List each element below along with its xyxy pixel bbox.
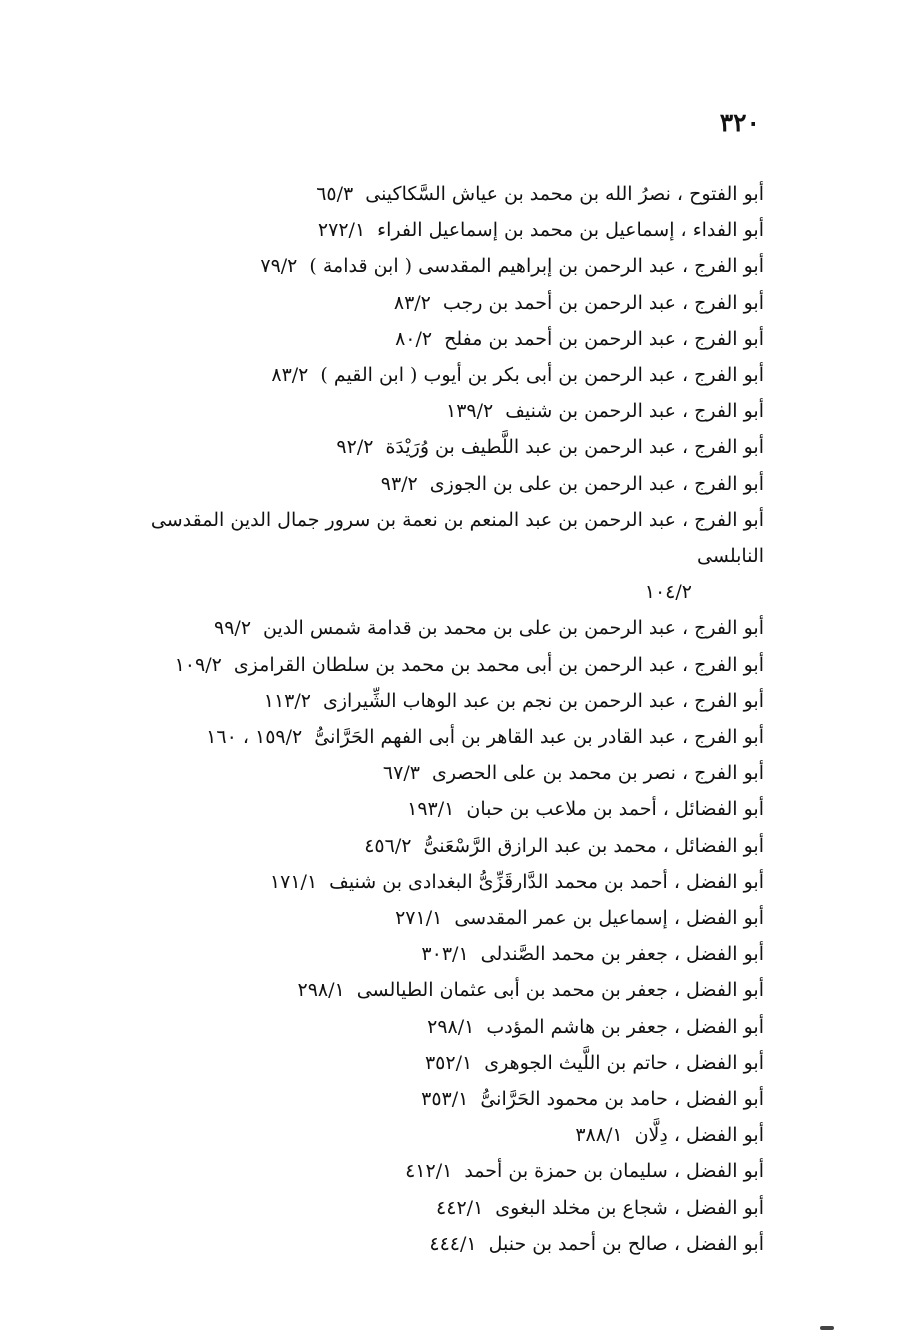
index-entry	[84, 1190, 764, 1226]
index-entry	[84, 176, 764, 212]
entry-reference: ٢٧٢/١	[317, 219, 366, 242]
index-entry	[84, 828, 764, 864]
index-entry	[84, 466, 764, 502]
entry-reference: ١٩٣/١	[407, 798, 455, 821]
index-entry	[84, 791, 764, 827]
entry-name: أبو الفضائل ، محمد بن عبد الرازق الرَّسْعَنىُّ	[423, 834, 764, 857]
entry-reference: ٨٠/٢	[395, 327, 433, 350]
index-entry	[84, 755, 764, 791]
index-entry	[84, 321, 764, 357]
entry-reference: ٤٤٤/١	[429, 1232, 477, 1255]
index-entry	[84, 248, 764, 284]
entry-name: أبو الفرج ، عبد الرحمن بن أحمد بن مفلح	[444, 327, 764, 350]
index-entry	[84, 1117, 764, 1153]
entry-reference: ١٠٤/٢	[644, 581, 692, 604]
index-entry	[84, 1045, 764, 1081]
index-entry	[84, 864, 764, 900]
entry-name: أبو الفرج ، نصر بن محمد بن على الحصرى	[431, 762, 764, 785]
entry-name: أبو الفرج ، عبد الرحمن بن عبد اللَّطيف بن وُرَيْدَة	[385, 436, 764, 459]
entry-name: أبو الفضل ، جعفر بن محمد الصَّندلى	[480, 943, 764, 966]
entry-name: أبو الفرج ، عبد الرحمن بن على بن محمد بن قدامة شمس الدين	[263, 617, 764, 640]
index-entry	[84, 900, 764, 936]
entry-reference: ١٠٩/٢	[174, 653, 222, 676]
index-entry	[84, 936, 764, 972]
entry-reference: ١٧١/١	[269, 870, 318, 893]
index-entry	[84, 1226, 764, 1262]
entry-reference: ٦٧/٣	[382, 762, 420, 785]
entry-reference: ٩٩/٢	[214, 617, 252, 640]
index-entry	[84, 1009, 764, 1045]
entry-reference: ٣٨٨/١	[575, 1124, 623, 1147]
index-entry	[84, 719, 764, 755]
entry-reference: ١٥٩/٢ ، ١٦٠	[206, 726, 303, 749]
entry-name: أبو الفضل ، جعفر بن هاشم المؤدب	[486, 1015, 764, 1038]
page-number: ٣٢٠	[719, 108, 760, 137]
entry-reference: ٤٤٢/١	[436, 1196, 484, 1219]
entry-name: أبو الفرج ، عبد الرحمن بن على بن الجوزى	[429, 472, 764, 495]
entry-name: أبو الفضل ، حامد بن محمود الحَرَّانىُّ	[480, 1088, 764, 1111]
entry-reference: ٣٥٣/١	[421, 1088, 469, 1111]
entry-reference: ٦٥/٣	[316, 183, 354, 205]
index-entry	[84, 1153, 764, 1189]
entry-name: أبو الفتوح ، نصرُ الله بن محمد بن عياش السَّكاكينى	[365, 183, 764, 205]
index-entry	[84, 1081, 764, 1117]
entry-name: أبو الفضل ، شجاع بن مخلد البغوى	[495, 1196, 764, 1219]
entry-name: أبو الفرج ، عبد الرحمن بن أبى بكر بن أيوب ( ابن القيم )	[320, 364, 764, 387]
entry-reference: ٨٣/٢	[393, 291, 431, 314]
entry-name: أبو الفضل ، جعفر بن محمد بن أبى عثمان الطيالسى	[356, 979, 764, 1002]
scan-mark	[820, 1326, 834, 1330]
entry-name: أبو الفرج ، عبد الرحمن بن أبى محمد بن محمد بن سلطان القرامزى	[233, 653, 764, 676]
entry-name: أبو الفرج ، عبد الرحمن بن عبد المنعم بن نعمة بن سرور جمال الدين المقدسى النابلسى	[150, 508, 764, 568]
entry-name: أبو الفداء ، إسماعيل بن محمد بن إسماعيل الفراء	[377, 219, 764, 242]
index-entries	[84, 176, 764, 1262]
entry-name: أبو الفضل ، سليمان بن حمزة بن أحمد	[464, 1160, 764, 1183]
entry-reference: ٤٥٦/٢	[364, 834, 412, 857]
index-entry	[84, 610, 764, 646]
index-entry	[84, 357, 764, 393]
index-entry	[84, 212, 764, 248]
entry-name: أبو الفضل ، حاتم بن اللَّيث الجوهرى	[484, 1051, 764, 1074]
entry-name: أبو الفرج ، عبد الرحمن بن إبراهيم المقدسى ( ابن قدامة )	[309, 255, 764, 278]
entry-reference: ٣٠٣/١	[421, 943, 469, 966]
entry-name: أبو الفضائل ، أحمد بن ملاعب بن حبان	[466, 798, 764, 821]
index-entry	[84, 683, 764, 719]
entry-reference: ٢٩٨/١	[427, 1015, 475, 1038]
index-entry	[84, 393, 764, 429]
entry-name: أبو الفضل ، أحمد بن محمد الدَّارقَزِّىُّ البغدادى بن شنيف	[329, 870, 764, 893]
entry-name: أبو الفرج ، عبد الرحمن بن أحمد بن رجب	[442, 291, 764, 314]
entry-name: أبو الفرج ، عبد القادر بن عبد القاهر بن أبى الفهم الحَرَّانىُّ	[314, 726, 764, 749]
index-entry	[84, 972, 764, 1008]
entry-reference: ٢٧١/١	[395, 907, 443, 930]
entry-name: أبو الفرج ، عبد الرحمن بن شنيف	[505, 400, 764, 423]
entry-reference: ٤١٢/١	[405, 1160, 453, 1183]
entry-reference: ١٣٩/٢	[445, 400, 494, 423]
entry-reference: ٩٣/٢	[380, 472, 418, 495]
entry-name: أبو الفضل ، صالح بن أحمد بن حنبل	[488, 1232, 764, 1255]
entry-reference: ٩٢/٢	[336, 436, 374, 459]
index-entry	[84, 429, 764, 465]
entry-reference: ٣٥٢/١	[424, 1051, 473, 1074]
entry-name: أبو الفضل ، دِلَّان	[634, 1124, 764, 1147]
index-entry	[84, 285, 764, 321]
entry-reference: ١١٣/٢	[263, 689, 311, 712]
entry-reference: ٨٣/٢	[271, 364, 309, 387]
entry-reference: ٢٩٨/١	[297, 979, 345, 1002]
entry-reference: ٧٩/٢	[260, 255, 298, 278]
entry-name: أبو الفضل ، إسماعيل بن عمر المقدسى	[454, 907, 764, 930]
index-entry	[84, 647, 764, 683]
index-entry	[84, 502, 764, 611]
entry-name: أبو الفرج ، عبد الرحمن بن نجم بن عبد الوهاب الشِّيرازى	[322, 689, 764, 712]
